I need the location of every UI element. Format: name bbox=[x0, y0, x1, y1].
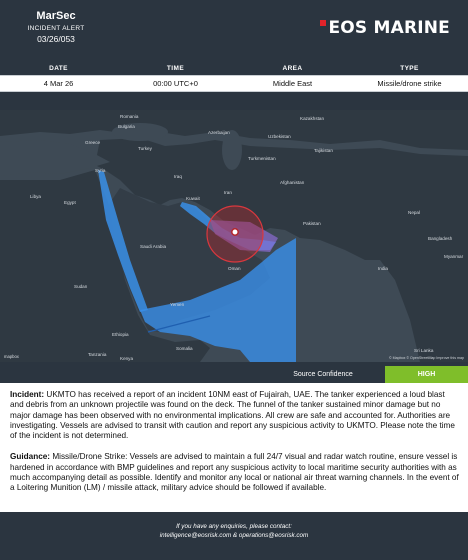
map-label-turkmenistan: Turkmenistan bbox=[248, 156, 276, 161]
guidance-label: Guidance: bbox=[10, 452, 51, 462]
contact-footer bbox=[0, 512, 468, 560]
incident-label: Incident: bbox=[10, 390, 45, 399]
map-label-pakistan: Pakistan bbox=[303, 221, 321, 226]
map-label-kazakhstan: Kazakhstan bbox=[300, 116, 325, 121]
map-label-tajikistan: Tajikistan bbox=[314, 148, 333, 153]
map-label-libya: Libya bbox=[30, 194, 41, 199]
map-label-srilanka: Sri Lanka bbox=[414, 348, 434, 353]
brand-block bbox=[12, 10, 100, 45]
alert-code: 03/26/053 bbox=[37, 34, 75, 44]
map-svg bbox=[0, 110, 468, 362]
map-label-afghanistan: Afghanistan bbox=[280, 180, 305, 185]
footer-contact-emails[interactable]: intelligence@eosrisk.com & operations@eosrisk.com bbox=[159, 532, 309, 539]
map-provider-logo: mapbox bbox=[4, 354, 19, 359]
map-label-sudan: Sudan bbox=[74, 284, 88, 289]
map-label-saudi: Saudi Arabia bbox=[140, 244, 167, 249]
logo-mark-icon bbox=[320, 20, 326, 26]
column-time: TIME bbox=[166, 65, 185, 72]
map-label-bulgaria: Bulgaria bbox=[118, 124, 135, 129]
source-confidence-bar bbox=[0, 366, 468, 383]
value-type: Missile/drone strike bbox=[377, 79, 442, 88]
confidence-label: Source Confidence bbox=[261, 366, 385, 383]
map-label-kenya: Kenya bbox=[120, 356, 134, 361]
incident-map[interactable] bbox=[0, 110, 468, 362]
column-area: AREA bbox=[282, 65, 303, 72]
map-label-azerbaijan: Azerbaijan bbox=[208, 130, 230, 135]
info-table-row bbox=[0, 76, 468, 92]
incident-paragraph bbox=[10, 390, 460, 441]
map-frame bbox=[0, 92, 468, 366]
map-label-oman: Oman bbox=[228, 266, 241, 271]
eos-marine-logo bbox=[320, 16, 450, 40]
incident-text: UKMTO has received a report of an incident 10NM east of Fujairah, UAE. The tanker experienced a loud blast and debris from an unknown projectile was found on the deck. The funnel of the tanker sustained minor damage but no major damage has been observed with no environmental implications. All crew are safe and accounted for. Authorities are investigating. Vessels are advised to transit with caution and report any suspicious activity to UKMTO. Please note the time of the incident is not determined. bbox=[10, 390, 455, 441]
incident-marker-icon[interactable] bbox=[232, 229, 238, 235]
confidence-spacer bbox=[0, 366, 261, 383]
map-label-india: India bbox=[378, 266, 388, 271]
value-date: 4 Mar 26 bbox=[43, 79, 74, 88]
alert-subtitle: INCIDENT ALERT bbox=[27, 25, 85, 32]
map-label-greece: Greece bbox=[85, 140, 101, 145]
map-label-yemen: Yemen bbox=[170, 302, 185, 307]
column-date: DATE bbox=[49, 65, 68, 72]
map-label-bangladesh: Bangladesh bbox=[428, 236, 453, 241]
map-label-somalia: Somalia bbox=[176, 346, 193, 351]
map-label-romania: Romania bbox=[120, 114, 139, 119]
map-label-ethiopia: Ethiopia bbox=[112, 332, 129, 337]
map-label-turkey: Turkey bbox=[138, 146, 152, 151]
logo-text: EOS MARINE bbox=[328, 18, 450, 38]
alert-header bbox=[0, 0, 468, 62]
confidence-value: HIGH bbox=[385, 366, 468, 383]
footer-enquiry-text: If you have any enquiries, please contact: bbox=[176, 523, 292, 530]
map-label-nepal: Nepal bbox=[408, 210, 421, 215]
map-label-syria: Syria bbox=[95, 168, 106, 173]
map-label-tanzania: Tanzania bbox=[88, 352, 107, 357]
map-label-myanmar: Myanmar bbox=[444, 254, 464, 259]
value-time: 00:00 UTC+0 bbox=[153, 79, 198, 88]
map-label-iraq: Iraq bbox=[174, 174, 182, 179]
alert-body bbox=[10, 390, 460, 505]
info-table-header bbox=[0, 62, 468, 76]
sea-caspian bbox=[222, 130, 242, 170]
map-label-uzbekistan: Uzbekistan bbox=[268, 134, 291, 139]
incident-info-table bbox=[0, 62, 468, 92]
map-label-iran: Iran bbox=[224, 190, 232, 195]
guidance-text: Missile/Drone Strike: Vessels are advised to maintain a full 24/7 visual and radar watch routine, ensure vessel is hardened in accordance with BMP guidelines and report any suspicious activity to local maritime security authorities with as much accompanying detail as possible. Identify and monitor any local or national air threat warning channels. In the event of a Loitering Munition (LM) / missile attack, military advice should be followed if available. bbox=[10, 452, 459, 493]
brand-title: MarSec bbox=[36, 10, 76, 22]
map-label-egypt: Egypt bbox=[64, 200, 76, 205]
value-area: Middle East bbox=[272, 79, 313, 88]
map-attribution[interactable]: © Mapbox © OpenStreetMap Improve this map bbox=[388, 356, 464, 360]
column-type: TYPE bbox=[400, 65, 419, 72]
map-label-kuwait: Kuwait bbox=[186, 196, 200, 201]
guidance-paragraph bbox=[10, 452, 460, 493]
